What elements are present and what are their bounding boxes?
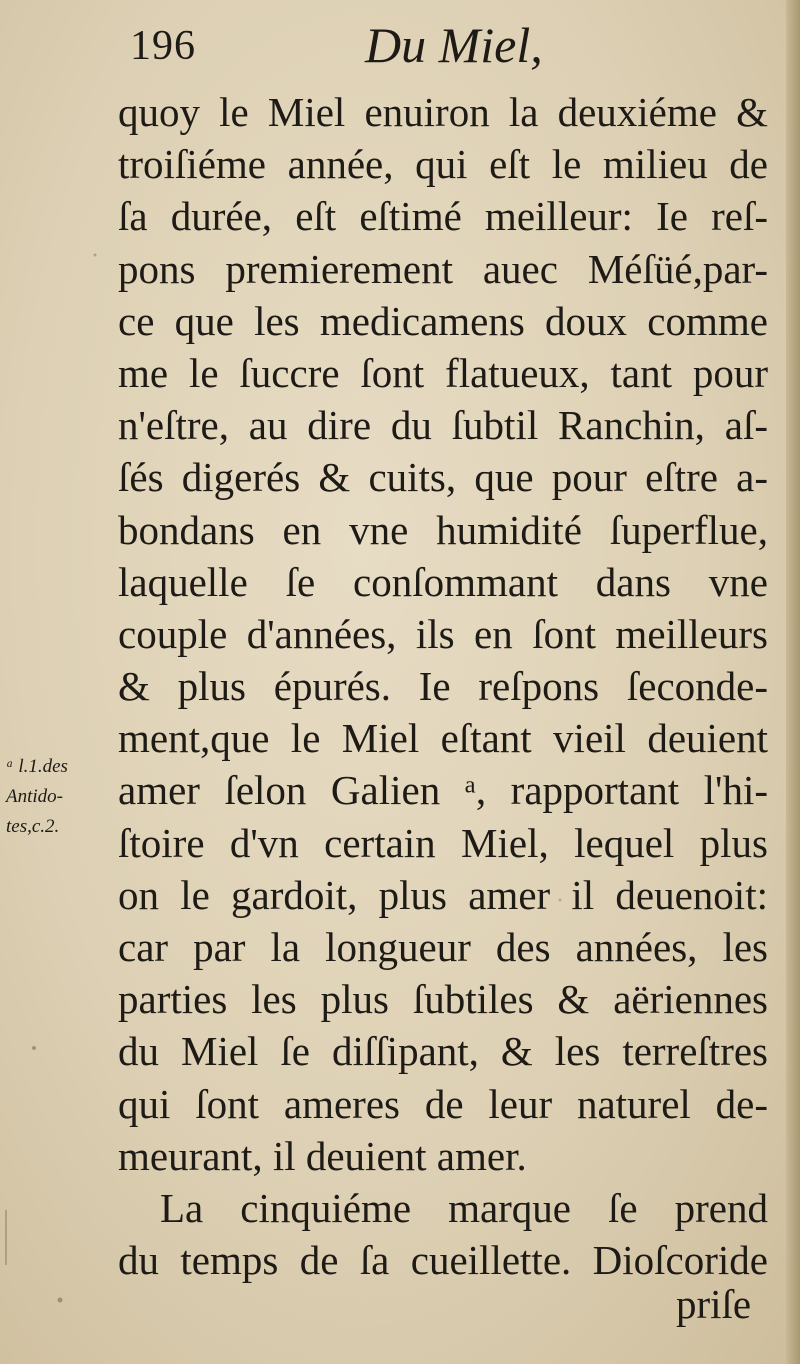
text-line: quoy le Miel enuiron la deuxiéme &	[118, 89, 768, 135]
text-line: qui ſont ameres de leur naturel de-	[118, 1080, 768, 1127]
text-line: me le ſuccre ſont flatueux, tant pour	[118, 349, 768, 396]
text-line: car par la longueur des années, les	[118, 924, 768, 970]
text-line: du Miel ſe diſſipant, & les terreſtres	[118, 1028, 768, 1075]
text-line: ſa durée, eſt eſtimé meilleur: Ie reſ-	[118, 193, 768, 240]
text-line: ſés digerés & cuits, que pour eſtre a-	[118, 454, 768, 501]
marginal-note-line: tes,c.2.	[6, 816, 60, 837]
text-line: amer ſelon Galien ᵃ, rapportant l'hi-	[118, 767, 768, 814]
text-line: ment,que le Miel eſtant vieil deuient	[118, 715, 768, 762]
text-line: couple d'années, ils en ſont meilleurs	[118, 610, 768, 657]
text-line: on le gardoit, plus amer il deuenoit:	[118, 871, 768, 918]
page-number: 196	[130, 23, 196, 69]
text-line: bondans en vne humidité ſuperflue,	[118, 506, 768, 553]
text-line: parties les plus ſubtiles & aëriennes	[118, 976, 768, 1023]
text-line: & plus épurés. Ie reſpons ſeconde-	[118, 663, 768, 710]
text-line: du temps de ſa cueillette. Dioſcoride	[118, 1237, 768, 1284]
text-line: meurant, il deuient amer.	[118, 1132, 527, 1179]
running-title: Du Miel,	[365, 17, 543, 73]
text-line: ſtoire d'vn certain Miel, lequel plus	[118, 819, 768, 866]
catchword: priſe	[676, 1281, 752, 1327]
paragraph-first-line: La cinquiéme marque ſe prend	[160, 1184, 768, 1231]
text-line: troiſiéme année, qui eſt le milieu de	[118, 141, 768, 188]
text-line: n'eſtre, au dire du ſubtil Ranchin, aſ-	[118, 402, 768, 449]
marginal-note-line: ᵃ l.1.des	[6, 756, 68, 777]
text-line: ce que les medicamens doux comme	[118, 297, 768, 344]
marginal-note-line: Antido-	[6, 786, 63, 807]
text-line: laquelle ſe conſommant dans vne	[118, 558, 768, 605]
text-line: pons premierement auec Méſüé,par-	[118, 245, 768, 292]
